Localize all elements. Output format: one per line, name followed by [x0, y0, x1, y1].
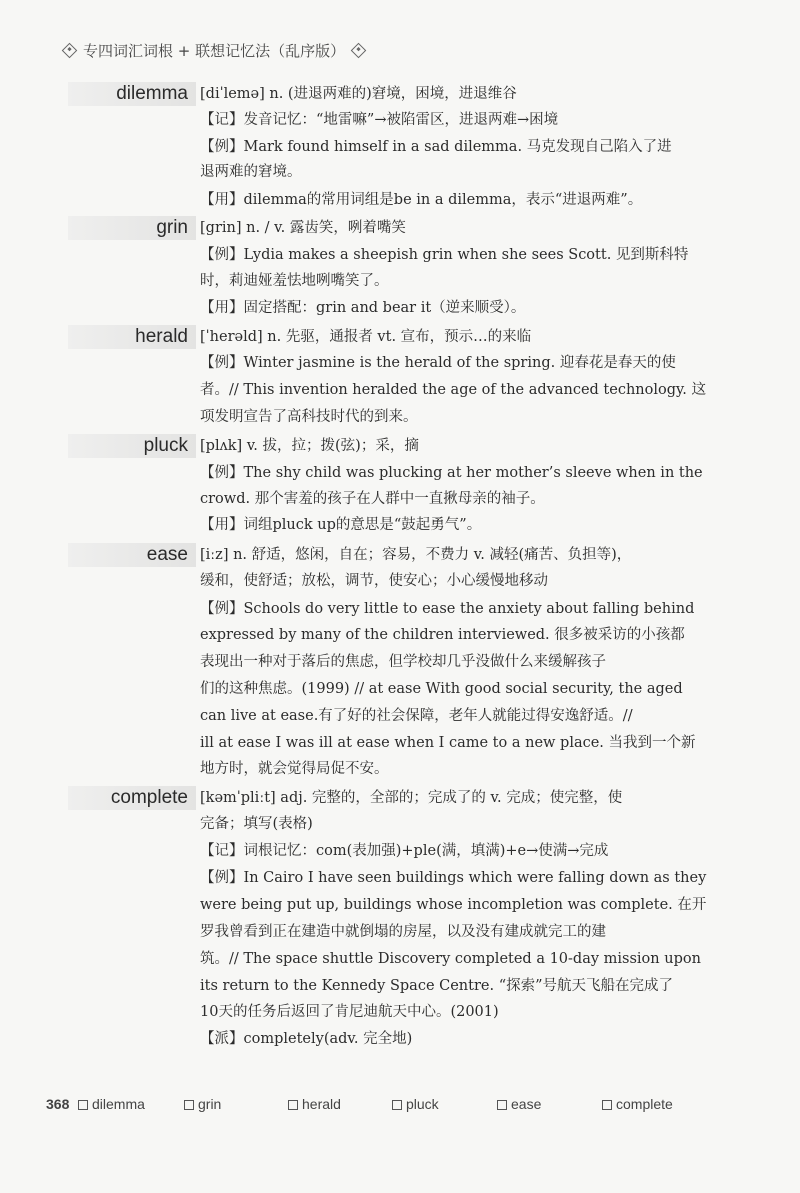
entry-line: 退两难的窘境。: [200, 164, 302, 180]
checkbox-icon: [78, 1100, 88, 1110]
entry-line: 完备；填写(表格): [200, 816, 313, 832]
diamond-icon: [62, 43, 78, 59]
page-footer: [46, 1096, 73, 1112]
entry-line: ill at ease I was ill at ease when I came to a new place. 当我到一个新: [200, 735, 696, 751]
headword: pluck: [143, 435, 188, 456]
entry-line: crowd. 那个害羞的孩子在人群中一直揪母亲的袖子。: [200, 491, 545, 507]
entry-line: [ˈherəld] n. 先驱，通报者 vt. 宣布，预示…的来临: [200, 329, 532, 345]
entry-line: [plʌk] v. 拔，拉；拨(弦)；采，摘: [200, 438, 419, 454]
entry-line: 时，莉迪娅羞怯地咧嘴笑了。: [200, 273, 389, 289]
footer-word-item: grin: [184, 1096, 221, 1112]
headword: dilemma: [116, 83, 188, 104]
entry-line: 【例】Lydia makes a sheepish grin when she sees Scott. 见到斯科特: [200, 247, 689, 263]
footer-word-item: complete: [602, 1096, 673, 1112]
checkbox-icon: [288, 1100, 298, 1110]
entry-line: 地方时，就会觉得局促不安。: [200, 761, 389, 777]
entry-line: 【用】词组pluck up的意思是“鼓起勇气”。: [200, 517, 482, 533]
diamond-icon: [351, 43, 367, 59]
headword: herald: [135, 326, 188, 347]
entry-line: expressed by many of the children interviewed. 很多被采访的小孩都: [200, 627, 685, 643]
page-number: 368: [46, 1096, 70, 1112]
entry-line: 缓和，使舒适；放松，调节，使安心；小心缓慢地移动: [200, 573, 548, 589]
footer-word-item: pluck: [392, 1096, 439, 1112]
entry-line: its return to the Kennedy Space Centre. “探索”号航天飞船在完成了: [200, 978, 674, 994]
entry-line: [iːz] n. 舒适，悠闲，自在；容易，不费力 v. 减轻(痛苦、负担等)，: [200, 547, 632, 563]
headword: complete: [110, 787, 188, 808]
entry-line: 【例】The shy child was plucking at her mother’s sleeve when in the: [200, 465, 703, 481]
page-title: 专四词汇词根 + 联想记忆法（乱序版）: [83, 42, 346, 60]
entry-line: 【例】In Cairo I have seen buildings which were falling down as they: [200, 870, 707, 886]
entry-line: 【用】dilemma的常用词组是be in a dilemma，表示“进退两难”。: [200, 192, 643, 208]
headword: ease: [146, 544, 188, 565]
entry-line: 们的这种焦虑。(1999) // at ease With good social security, the aged: [200, 681, 683, 697]
entry-line: 罗我曾看到正在建造中就倒塌的房屋，以及没有建成就完工的建: [200, 924, 606, 940]
entry-line: 表现出一种对于落后的焦虑，但学校却几乎没做什么来缓解孩子: [200, 654, 606, 670]
entry-line: can live at ease.有了好的社会保障，老年人就能过得安逸舒适。//: [200, 708, 633, 724]
entry-line: 【例】Mark found himself in a sad dilemma. 马克发现自己陷入了进: [200, 139, 672, 155]
footer-word-item: herald: [288, 1096, 341, 1112]
entry-line: 者。// This invention heralded the age of the advanced technology. 这: [200, 382, 706, 398]
entry-line: 【记】发音记忆：“地雷嘛”→被陷雷区，进退两难→困境: [200, 112, 559, 128]
footer-word-item: dilemma: [78, 1096, 145, 1112]
checkbox-icon: [497, 1100, 507, 1110]
footer-word-item: ease: [497, 1096, 541, 1112]
checkbox-icon: [392, 1100, 402, 1110]
entry-line: 项发明宣告了高科技时代的到来。: [200, 409, 418, 425]
entry-line: 【记】词根记忆：com(表加强)+ple(满，填满)+e→使满→完成: [200, 843, 609, 859]
entry-line: [grin] n. / v. 露齿笑，咧着嘴笑: [200, 220, 406, 236]
entry-line: 筑。// The space shuttle Discovery completed a 10-day mission upon: [200, 951, 701, 967]
entry-line: 10天的任务后返回了肯尼迪航天中心。(2001): [200, 1004, 499, 1020]
page-header: [64, 40, 364, 61]
entry-line: [diˈlemə] n. (进退两难的)窘境，困境，进退维谷: [200, 86, 517, 102]
entry-line: [kəmˈpliːt] adj. 完整的，全部的；完成了的 v. 完成；使完整，使: [200, 790, 623, 806]
entry-line: were being put up, buildings whose incompletion was complete. 在开: [200, 897, 707, 913]
entry-line: 【例】Schools do very little to ease the anxiety about falling behind: [200, 601, 695, 617]
entry-line: 【用】固定搭配：grin and bear it（逆来顺受）。: [200, 300, 526, 316]
checkbox-icon: [184, 1100, 194, 1110]
headword: grin: [156, 217, 188, 238]
checkbox-icon: [602, 1100, 612, 1110]
entry-line: 【派】completely(adv. 完全地): [200, 1031, 413, 1047]
entry-line: 【例】Winter jasmine is the herald of the spring. 迎春花是春天的使: [200, 355, 676, 371]
